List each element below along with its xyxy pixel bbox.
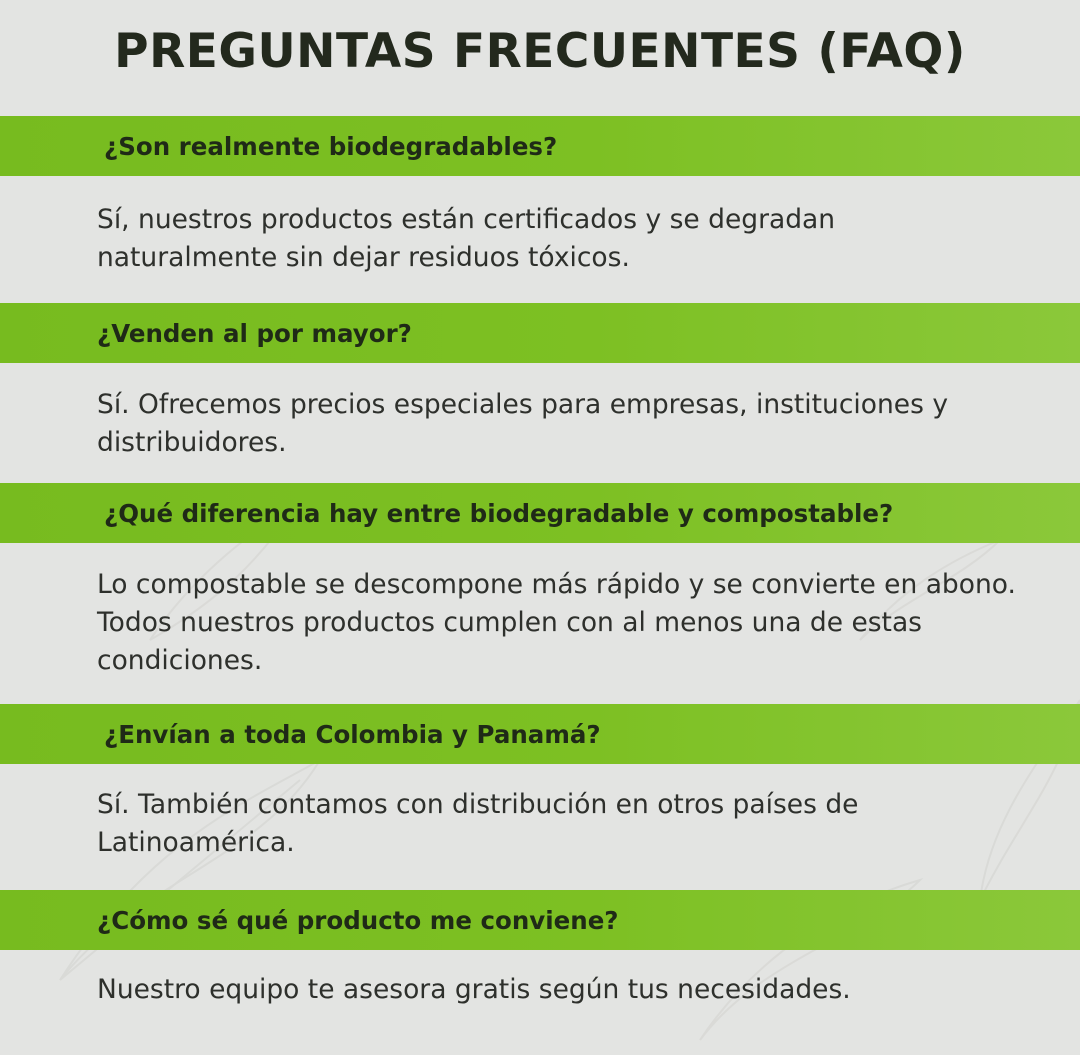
faq-question-text: ¿Cómo sé qué producto me conviene? [97,905,619,935]
faq-question-text: ¿Envían a toda Colombia y Panamá? [104,719,601,749]
faq-question-bar[interactable] [0,483,1080,543]
faq-answer-text: Sí. También contamos con distribución en otros países de Latinoamérica. [97,789,859,858]
faq-answer-text: Sí, nuestros productos están certificados y se degradan naturalmente sin dejar residuos tóxicos. [97,204,836,273]
page-title: PREGUNTAS FRECUENTES (FAQ) [114,24,966,79]
faq-question-text: ¿Qué diferencia hay entre biodegradable y compostable? [104,498,894,528]
faq-question-bar[interactable] [0,704,1080,764]
faq-question-text: ¿Son realmente biodegradables? [104,131,558,161]
faq-question-text: ¿Venden al por mayor? [97,318,412,348]
faq-answer-text: Nuestro equipo te asesora gratis según tus necesidades. [97,974,851,1005]
faq-question-bar[interactable] [0,116,1080,176]
faq-answer-text: Sí. Ofrecemos precios especiales para empresas, instituciones y distribuidores. [97,389,949,458]
faq-answer-text: Lo compostable se descompone más rápido y se convierte en abono. Todos nuestros productos cumplen con al menos una de estas condiciones. [97,569,1016,676]
faq-question-bar[interactable] [0,303,1080,363]
faq-question-bar[interactable] [0,890,1080,950]
